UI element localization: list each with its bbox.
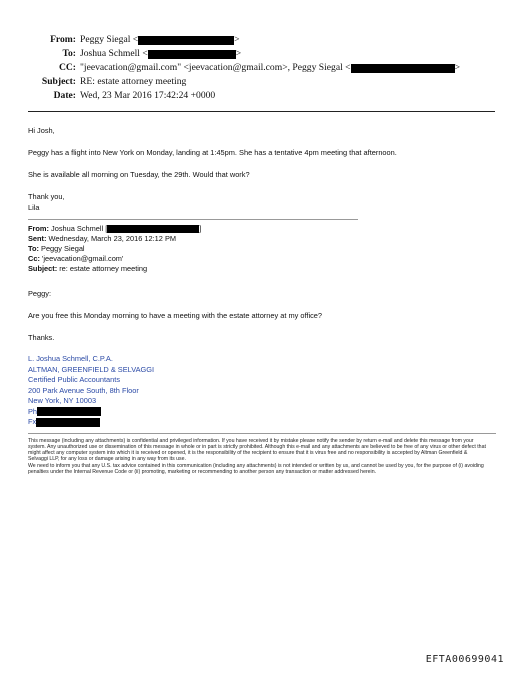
quoted-sent-label: Sent:	[28, 234, 47, 243]
reply-line-1: Peggy has a flight into New York on Monday, landing at 1:45pm. She has a tentative 4pm meeting that afternoon.	[28, 148, 397, 157]
signature-title: Certified Public Accountants	[28, 375, 121, 384]
header-cc-close: >	[454, 62, 460, 73]
header-cc-value: "jeevacation@gmail.com" <jeevacation@gmail.com>, Peggy Siegal <	[80, 62, 351, 73]
disclaimer-separator	[28, 433, 496, 434]
header-subject-label: Subject:	[41, 76, 76, 87]
redaction-box	[138, 36, 234, 45]
quoted-from-close: ]	[199, 224, 202, 233]
quoted-from-value: Joshua Schmell [	[51, 224, 108, 233]
header-date-label: Date:	[53, 90, 76, 101]
redaction-box	[351, 64, 455, 73]
quoted-thanks: Thanks.	[28, 333, 55, 342]
quoted-body: Are you free this Monday morning to have a meeting with the estate attorney at my office?	[28, 311, 323, 320]
header-from-label: From:	[50, 34, 76, 45]
signature-city: New York, NY 10003	[28, 396, 97, 405]
reply-line-2: She is available all morning on Tuesday, the 29th. Would that work?	[28, 170, 250, 179]
header-to-label: To:	[62, 48, 76, 59]
header-to-close: >	[235, 48, 242, 59]
header-date-row	[18, 89, 498, 103]
document-id: EFTA00699041	[425, 654, 504, 665]
header-date-value: Wed, 23 Mar 2016 17:42:24 +0000	[80, 90, 216, 101]
redaction-box	[107, 224, 202, 233]
quoted-header	[28, 224, 496, 274]
quoted-cc-value: 'jeevacation@gmail.com'	[41, 254, 124, 263]
email-body	[28, 125, 496, 475]
quoted-subject-value: re: estate attorney meeting	[59, 264, 148, 273]
signature-fx-label: Fx	[28, 417, 37, 426]
header-from-row	[18, 33, 498, 47]
header-from-close: >	[234, 34, 240, 45]
quoted-cc-label: Cc:	[28, 254, 40, 263]
header-to-value: Joshua Schmell <	[80, 48, 148, 59]
disclaimer	[28, 438, 488, 476]
signature-block	[28, 354, 496, 428]
disclaimer-paragraph-2: We need to inform you that any U.S. tax advice contained in this communication (including any attachments) is not intended or written by us, and cannot be used by you, for the purpose of (i) avoiding penalties under the Internal Revenue Code or (ii) promoting, marketing or recommending to another person any transaction or matter addressed herein.	[28, 462, 484, 475]
quoted-subject-label: Subject:	[28, 264, 58, 273]
header-from-value: Peggy Siegal <	[80, 34, 139, 45]
reply-greeting: Hi Josh,	[28, 126, 55, 135]
header-subject-value: RE: estate attorney meeting	[80, 76, 187, 87]
quote-separator	[28, 219, 358, 220]
signature-name: L. Joshua Schmell, C.P.A.	[28, 354, 113, 363]
header-divider	[28, 111, 495, 112]
header-cc-label: CC:	[58, 62, 76, 73]
quoted-sent-value: Wednesday, March 23, 2016 12:12 PM	[48, 234, 177, 243]
redaction-box	[36, 418, 100, 427]
header-to-row	[18, 47, 498, 61]
header-subject-row	[18, 75, 498, 89]
quoted-to-value: Peggy Siegal	[41, 244, 85, 253]
reply-signoff: Thank you,	[28, 192, 65, 201]
disclaimer-paragraph-1: This message (including any attachments) is confidential and privileged information. If you have received it by mistake please notify the sender by return e-mail and delete this message from your system. Any unauthorized use or dissemination of this message in whole or in part is strictly prohibited. Although this e-mail and any attachments are believed to be free of any virus or other defect that might affect any computer system into which it is received or opened, it is the responsibility of the recipient to ensure that it is virus free and no responsibility is accepted by Altman Greenfield & Selvaggi LLP, for any loss or damage arising in any way from its use.	[28, 437, 486, 463]
header-cc-row	[18, 61, 498, 75]
signature-address: 200 Park Avenue South, 8th Floor	[28, 385, 139, 395]
signature-ph-label: Ph	[28, 406, 38, 416]
email-header	[18, 33, 498, 103]
quoted-greeting: Peggy:	[28, 289, 52, 298]
signature-firm: ALTMAN, GREENFIELD & SELVAGGI	[28, 364, 155, 374]
quoted-to-label: To:	[28, 244, 39, 253]
quoted-from-label: From:	[28, 224, 49, 233]
redaction-box	[37, 407, 101, 416]
redaction-box	[148, 50, 236, 59]
reply-name: Lila	[28, 203, 40, 212]
